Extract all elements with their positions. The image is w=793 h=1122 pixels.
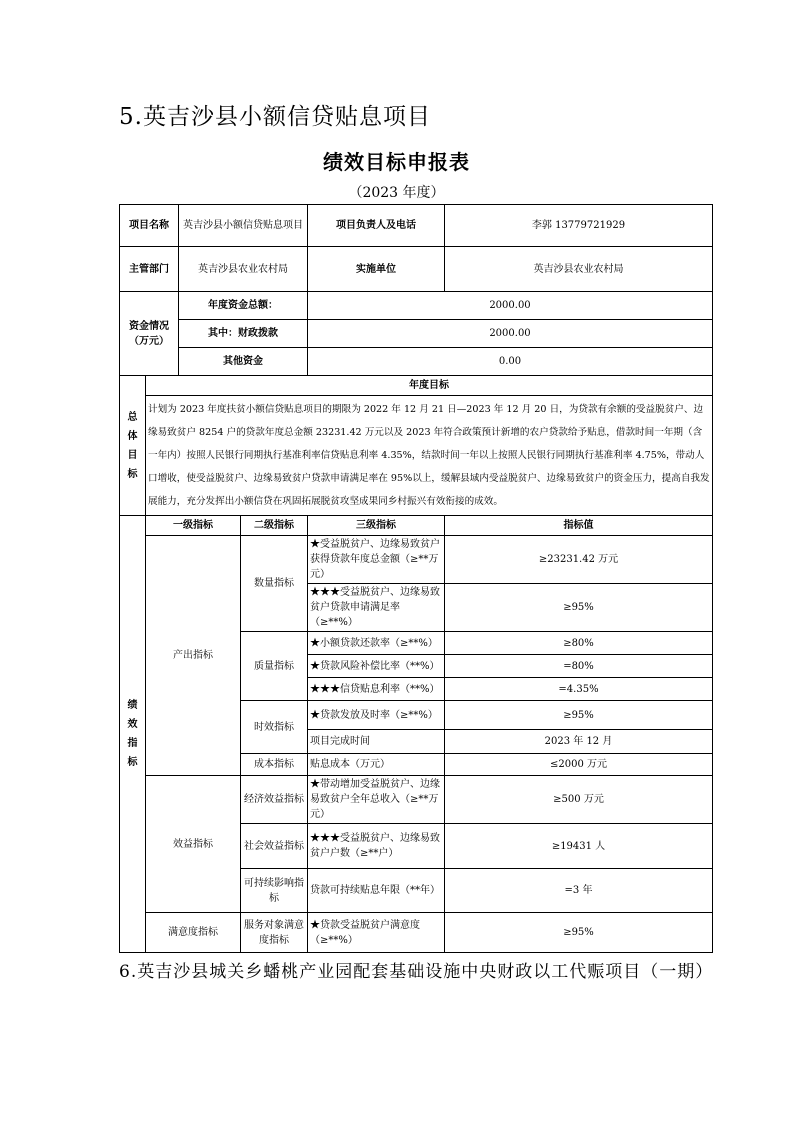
level3-cell: ★★★受益脱贫户、边缘易致贫户贷款申请满足率（≥**%） [308, 584, 445, 632]
goal-header: 年度目标 [146, 376, 713, 396]
project-name-label: 项目名称 [120, 205, 179, 247]
indicator-header-row [120, 516, 713, 536]
goal-side-char: 目 [127, 449, 138, 461]
indicator-row [120, 536, 713, 584]
level2-service: 服务对象满意度指标 [241, 913, 308, 953]
value-cell: ≥95% [445, 584, 713, 632]
funds-fiscal-label: 其中：财政拨款 [179, 320, 308, 348]
indicator-side-label [120, 516, 146, 953]
funds-label-line2: （万元） [129, 335, 169, 347]
level3-cell: 项目完成时间 [308, 730, 445, 754]
level2-sustain: 可持续影响指标 [241, 869, 308, 913]
funds-fiscal-value: 2000.00 [308, 320, 713, 348]
funds-total-label: 年度资金总额： [179, 292, 308, 320]
level2-quantity: 数量指标 [241, 536, 308, 632]
goal-side-char: 体 [127, 430, 138, 442]
value-cell: ≤2000 万元 [445, 754, 713, 776]
value-cell: 2023 年 12 月 [445, 730, 713, 754]
header-level2: 二级指标 [241, 516, 308, 536]
funds-fiscal-row [120, 320, 713, 348]
indicator-side-char: 指 [127, 738, 138, 749]
manager-value: 李郭 13779721929 [445, 205, 713, 247]
value-cell: ≥23231.42 万元 [445, 536, 713, 584]
level3-cell: ★小额贷款还款率（≥**%） [308, 632, 445, 655]
goal-text-row [120, 396, 713, 516]
value-cell: ≥500 万元 [445, 776, 713, 824]
level1-output: 产出指标 [146, 536, 241, 776]
indicator-side-char: 标 [127, 757, 138, 768]
funds-other-row [120, 348, 713, 376]
level2-cost: 成本指标 [241, 754, 308, 776]
funds-total-row [120, 292, 713, 320]
indicator-side-char: 效 [127, 719, 138, 730]
level3-cell: ★带动增加受益脱贫户、边缘易致贫户全年总收入（≥**万元） [308, 776, 445, 824]
performance-goal-table [119, 204, 713, 953]
dept-value: 英吉沙县农业农村局 [179, 247, 308, 292]
funds-label [120, 292, 179, 376]
goal-side-char: 总 [127, 411, 138, 423]
funds-label-line1: 资金情况 [129, 320, 169, 332]
value-cell: ≥80% [445, 632, 713, 655]
value-cell: ≥95% [445, 701, 713, 730]
indicator-side-char: 绩 [127, 700, 138, 711]
level3-cell: ★★★受益脱贫户、边缘易致贫户户数（≥**户） [308, 824, 445, 869]
level3-cell: ★贷款风险补偿比率（**%） [308, 655, 445, 678]
value-cell: =80% [445, 655, 713, 678]
impl-value: 英吉沙县农业农村局 [445, 247, 713, 292]
header-level1: 一级指标 [146, 516, 241, 536]
goal-side-char: 标 [127, 468, 138, 480]
funds-other-value: 0.00 [308, 348, 713, 376]
project-name-row [120, 205, 713, 247]
next-section-title: 6.英吉沙县城关乡蟠桃产业园配套基础设施中央财政以工代赈项目（一期） [119, 962, 714, 982]
value-cell: ≥19431 人 [445, 824, 713, 869]
header-level3: 三级指标 [308, 516, 445, 536]
value-cell: =3 年 [445, 869, 713, 913]
goal-side-label [120, 376, 146, 516]
level3-cell: ★受益脱贫户、边缘易致贫户获得贷款年度总金额（≥**万元） [308, 536, 445, 584]
level3-cell: ★贷款发放及时率（≥**%） [308, 701, 445, 730]
level3-cell: ★贷款受益脱贫户满意度（≥**%） [308, 913, 445, 953]
manager-label: 项目负责人及电话 [308, 205, 445, 247]
dept-row [120, 247, 713, 292]
section-title: 5.英吉沙县小额信贷贴息项目 [119, 104, 431, 130]
form-year: （2023 年度） [348, 185, 445, 201]
level1-satisfaction: 满意度指标 [146, 913, 241, 953]
header-value: 指标值 [445, 516, 713, 536]
dept-label: 主管部门 [120, 247, 179, 292]
value-cell: =4.35% [445, 678, 713, 701]
level3-cell: ★★★信贷贴息利率（**%） [308, 678, 445, 701]
project-name-value: 英吉沙县小额信贷贴息项目 [179, 205, 308, 247]
level3-cell: 贷款可持续贴息年限（**年） [308, 869, 445, 913]
form-title: 绩效目标申报表 [323, 150, 470, 174]
level2-quality: 质量指标 [241, 632, 308, 701]
funds-other-label: 其他资金 [179, 348, 308, 376]
level2-economic: 经济效益指标 [241, 776, 308, 824]
indicator-row [120, 776, 713, 824]
goal-header-row [120, 376, 713, 396]
value-cell: ≥95% [445, 913, 713, 953]
level3-cell: 贴息成本（万元） [308, 754, 445, 776]
level2-social: 社会效益指标 [241, 824, 308, 869]
impl-label: 实施单位 [308, 247, 445, 292]
funds-total-value: 2000.00 [308, 292, 713, 320]
indicator-row [120, 913, 713, 953]
level2-timeliness: 时效指标 [241, 701, 308, 754]
goal-text: 计划为 2023 年度扶贫小额信贷贴息项目的期限为 2022 年 12 月 21 日—2023 年 12 月 20 日，为贷款有余额的受益脱贫户、边缘易致贫户 8254 户的贷款年度总金额 23231.42 万元以及 2023 年符合政策预计新增的农户贷款给予贴息，借款时间一年期（含一年内）按照人民银行同期执行基准利率信贷贴息利率 4.35%，结款时间一年以上按照人民银行同期执行基准利率 4.75%，带动人口增收，使受益脱贫户、边缘易致贫户贷款申请满足率在 95%以上，缓解县域内受益脱贫户、边缘易致贫户的资金压力，提高自我发展能力，充分发挥出小额信贷在巩固拓展脱贫攻坚成果同乡村振兴有效衔接的成效。 [146, 396, 713, 516]
level1-benefit: 效益指标 [146, 776, 241, 913]
